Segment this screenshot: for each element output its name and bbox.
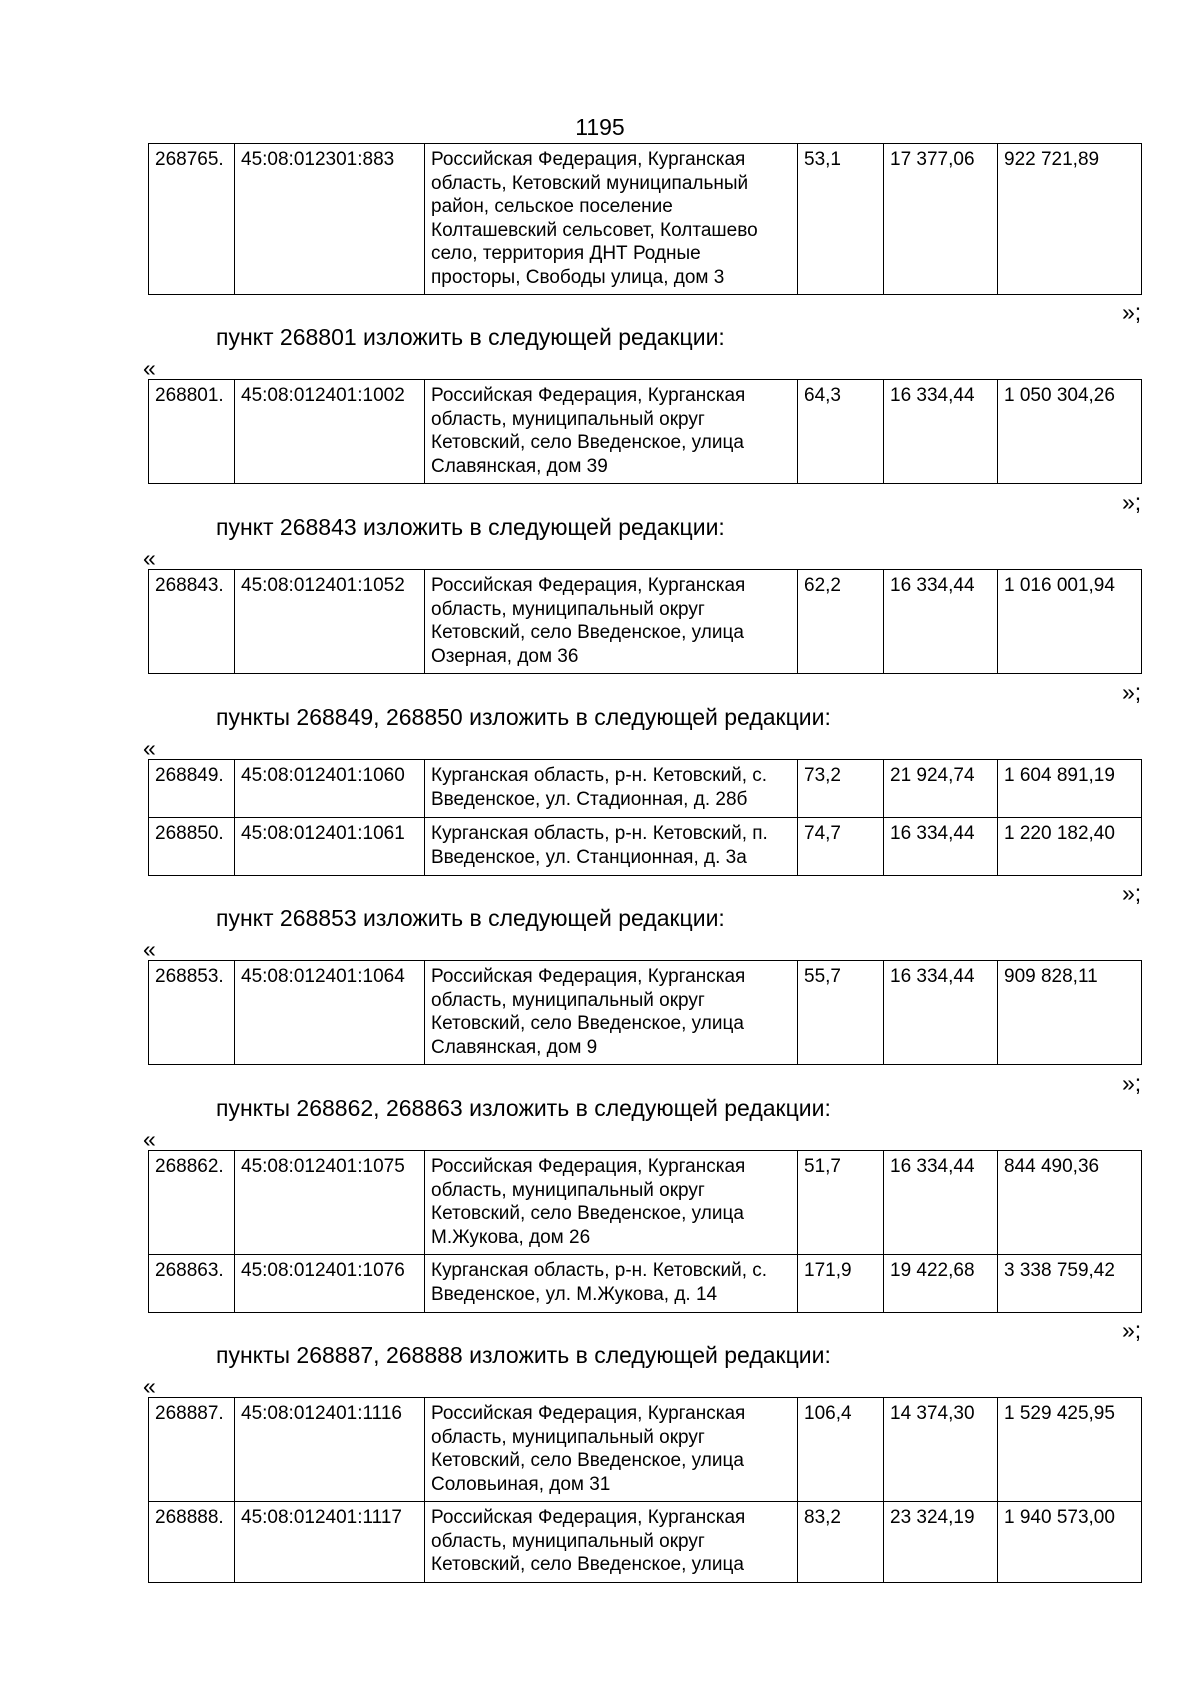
cadastral-number-cell: 45:08:012401:1052 [235, 570, 425, 674]
amendment-instruction: пункт 268843 изложить в следующей редакции: [216, 514, 725, 540]
unit-value-cell: 14 374,30 [884, 1398, 998, 1502]
cadastral-value-cell: 844 490,36 [998, 1151, 1142, 1255]
amendment-instruction: пункт 268801 изложить в следующей редакции: [216, 324, 725, 350]
closing-quote: »; [1122, 299, 1142, 325]
address-cell: Российская Федерация, Курганская область, Кетовский муниципальный район, сельское поселение Колташевский сельсовет, Колташево село, территория ДНТ Родные просторы, Свободы улица, дом 3 [425, 144, 798, 295]
table-row [149, 1502, 1142, 1583]
opening-quote: « [143, 355, 156, 381]
page-number: 1195 [575, 114, 625, 140]
unit-value-cell: 16 334,44 [884, 961, 998, 1065]
closing-quote: »; [1122, 880, 1142, 906]
cadastral-number-cell: 45:08:012301:883 [235, 144, 425, 295]
amendment-instruction: пункты 268849, 268850 изложить в следующей редакции: [216, 704, 831, 730]
cadastral-number-cell: 45:08:012401:1117 [235, 1502, 425, 1583]
registry-table [148, 569, 1142, 674]
address-cell: Российская Федерация, Курганская область, муниципальный округ Кетовский, село Введенское, улица Озерная, дом 36 [425, 570, 798, 674]
unit-value-cell: 23 324,19 [884, 1502, 998, 1583]
area-cell: 64,3 [798, 380, 884, 484]
address-cell: Российская Федерация, Курганская область, муниципальный округ Кетовский, село Введенское, улица Соловьиная, дом 31 [425, 1398, 798, 1502]
row-number-cell: 268849. [149, 760, 235, 818]
address-cell: Курганская область, р-н. Кетовский, с. Введенское, ул. Стадионная, д. 28б [425, 760, 798, 818]
closing-quote: »; [1122, 1070, 1142, 1096]
table-row [149, 760, 1142, 818]
row-number-cell: 268888. [149, 1502, 235, 1583]
opening-quote: « [143, 1126, 156, 1152]
cadastral-value-cell: 1 940 573,00 [998, 1502, 1142, 1583]
cadastral-value-cell: 1 529 425,95 [998, 1398, 1142, 1502]
address-cell: Российская Федерация, Курганская область, муниципальный округ Кетовский, село Введенское, улица Славянская, дом 39 [425, 380, 798, 484]
table-row [149, 380, 1142, 484]
registry-table [148, 759, 1142, 876]
table-row [149, 1398, 1142, 1502]
cadastral-number-cell: 45:08:012401:1061 [235, 818, 425, 876]
unit-value-cell: 16 334,44 [884, 1151, 998, 1255]
registry-table [148, 960, 1142, 1065]
opening-quote: « [143, 545, 156, 571]
row-number-cell: 268862. [149, 1151, 235, 1255]
row-number-cell: 268801. [149, 380, 235, 484]
cadastral-number-cell: 45:08:012401:1076 [235, 1255, 425, 1313]
opening-quote: « [143, 1373, 156, 1399]
row-number-cell: 268765. [149, 144, 235, 295]
table-row [149, 570, 1142, 674]
area-cell: 73,2 [798, 760, 884, 818]
row-number-cell: 268863. [149, 1255, 235, 1313]
registry-table [148, 379, 1142, 484]
amendment-instruction: пункты 268862, 268863 изложить в следующей редакции: [216, 1095, 831, 1121]
cadastral-number-cell: 45:08:012401:1060 [235, 760, 425, 818]
closing-quote: »; [1122, 489, 1142, 515]
area-cell: 171,9 [798, 1255, 884, 1313]
address-cell: Российская Федерация, Курганская область, муниципальный округ Кетовский, село Введенское, улица Славянская, дом 9 [425, 961, 798, 1065]
address-cell: Курганская область, р-н. Кетовский, п. Введенское, ул. Станционная, д. 3а [425, 818, 798, 876]
unit-value-cell: 16 334,44 [884, 380, 998, 484]
amendment-instruction: пункт 268853 изложить в следующей редакции: [216, 905, 725, 931]
unit-value-cell: 17 377,06 [884, 144, 998, 295]
cadastral-number-cell: 45:08:012401:1064 [235, 961, 425, 1065]
unit-value-cell: 21 924,74 [884, 760, 998, 818]
address-cell: Российская Федерация, Курганская область, муниципальный округ Кетовский, село Введенское, улица М.Жукова, дом 26 [425, 1151, 798, 1255]
registry-table [148, 1150, 1142, 1313]
registry-table [148, 1397, 1142, 1583]
amendment-instruction: пункты 268887, 268888 изложить в следующей редакции: [216, 1342, 831, 1368]
area-cell: 53,1 [798, 144, 884, 295]
cadastral-value-cell: 1 604 891,19 [998, 760, 1142, 818]
table-row [149, 144, 1142, 295]
cadastral-number-cell: 45:08:012401:1002 [235, 380, 425, 484]
area-cell: 62,2 [798, 570, 884, 674]
table-row [149, 1255, 1142, 1313]
row-number-cell: 268853. [149, 961, 235, 1065]
table-row [149, 1151, 1142, 1255]
unit-value-cell: 16 334,44 [884, 570, 998, 674]
cadastral-value-cell: 909 828,11 [998, 961, 1142, 1065]
cadastral-number-cell: 45:08:012401:1116 [235, 1398, 425, 1502]
area-cell: 74,7 [798, 818, 884, 876]
cadastral-value-cell: 922 721,89 [998, 144, 1142, 295]
address-cell: Курганская область, р-н. Кетовский, с. Введенское, ул. М.Жукова, д. 14 [425, 1255, 798, 1313]
area-cell: 55,7 [798, 961, 884, 1065]
closing-quote: »; [1122, 1317, 1142, 1343]
table-row [149, 961, 1142, 1065]
row-number-cell: 268887. [149, 1398, 235, 1502]
unit-value-cell: 16 334,44 [884, 818, 998, 876]
registry-table [148, 143, 1142, 295]
row-number-cell: 268843. [149, 570, 235, 674]
closing-quote: »; [1122, 679, 1142, 705]
cadastral-value-cell: 3 338 759,42 [998, 1255, 1142, 1313]
table-row [149, 818, 1142, 876]
row-number-cell: 268850. [149, 818, 235, 876]
area-cell: 83,2 [798, 1502, 884, 1583]
cadastral-number-cell: 45:08:012401:1075 [235, 1151, 425, 1255]
area-cell: 106,4 [798, 1398, 884, 1502]
unit-value-cell: 19 422,68 [884, 1255, 998, 1313]
cadastral-value-cell: 1 016 001,94 [998, 570, 1142, 674]
opening-quote: « [143, 735, 156, 761]
cadastral-value-cell: 1 220 182,40 [998, 818, 1142, 876]
address-cell: Российская Федерация, Курганская область, муниципальный округ Кетовский, село Введенское, улица [425, 1502, 798, 1583]
area-cell: 51,7 [798, 1151, 884, 1255]
cadastral-value-cell: 1 050 304,26 [998, 380, 1142, 484]
opening-quote: « [143, 936, 156, 962]
